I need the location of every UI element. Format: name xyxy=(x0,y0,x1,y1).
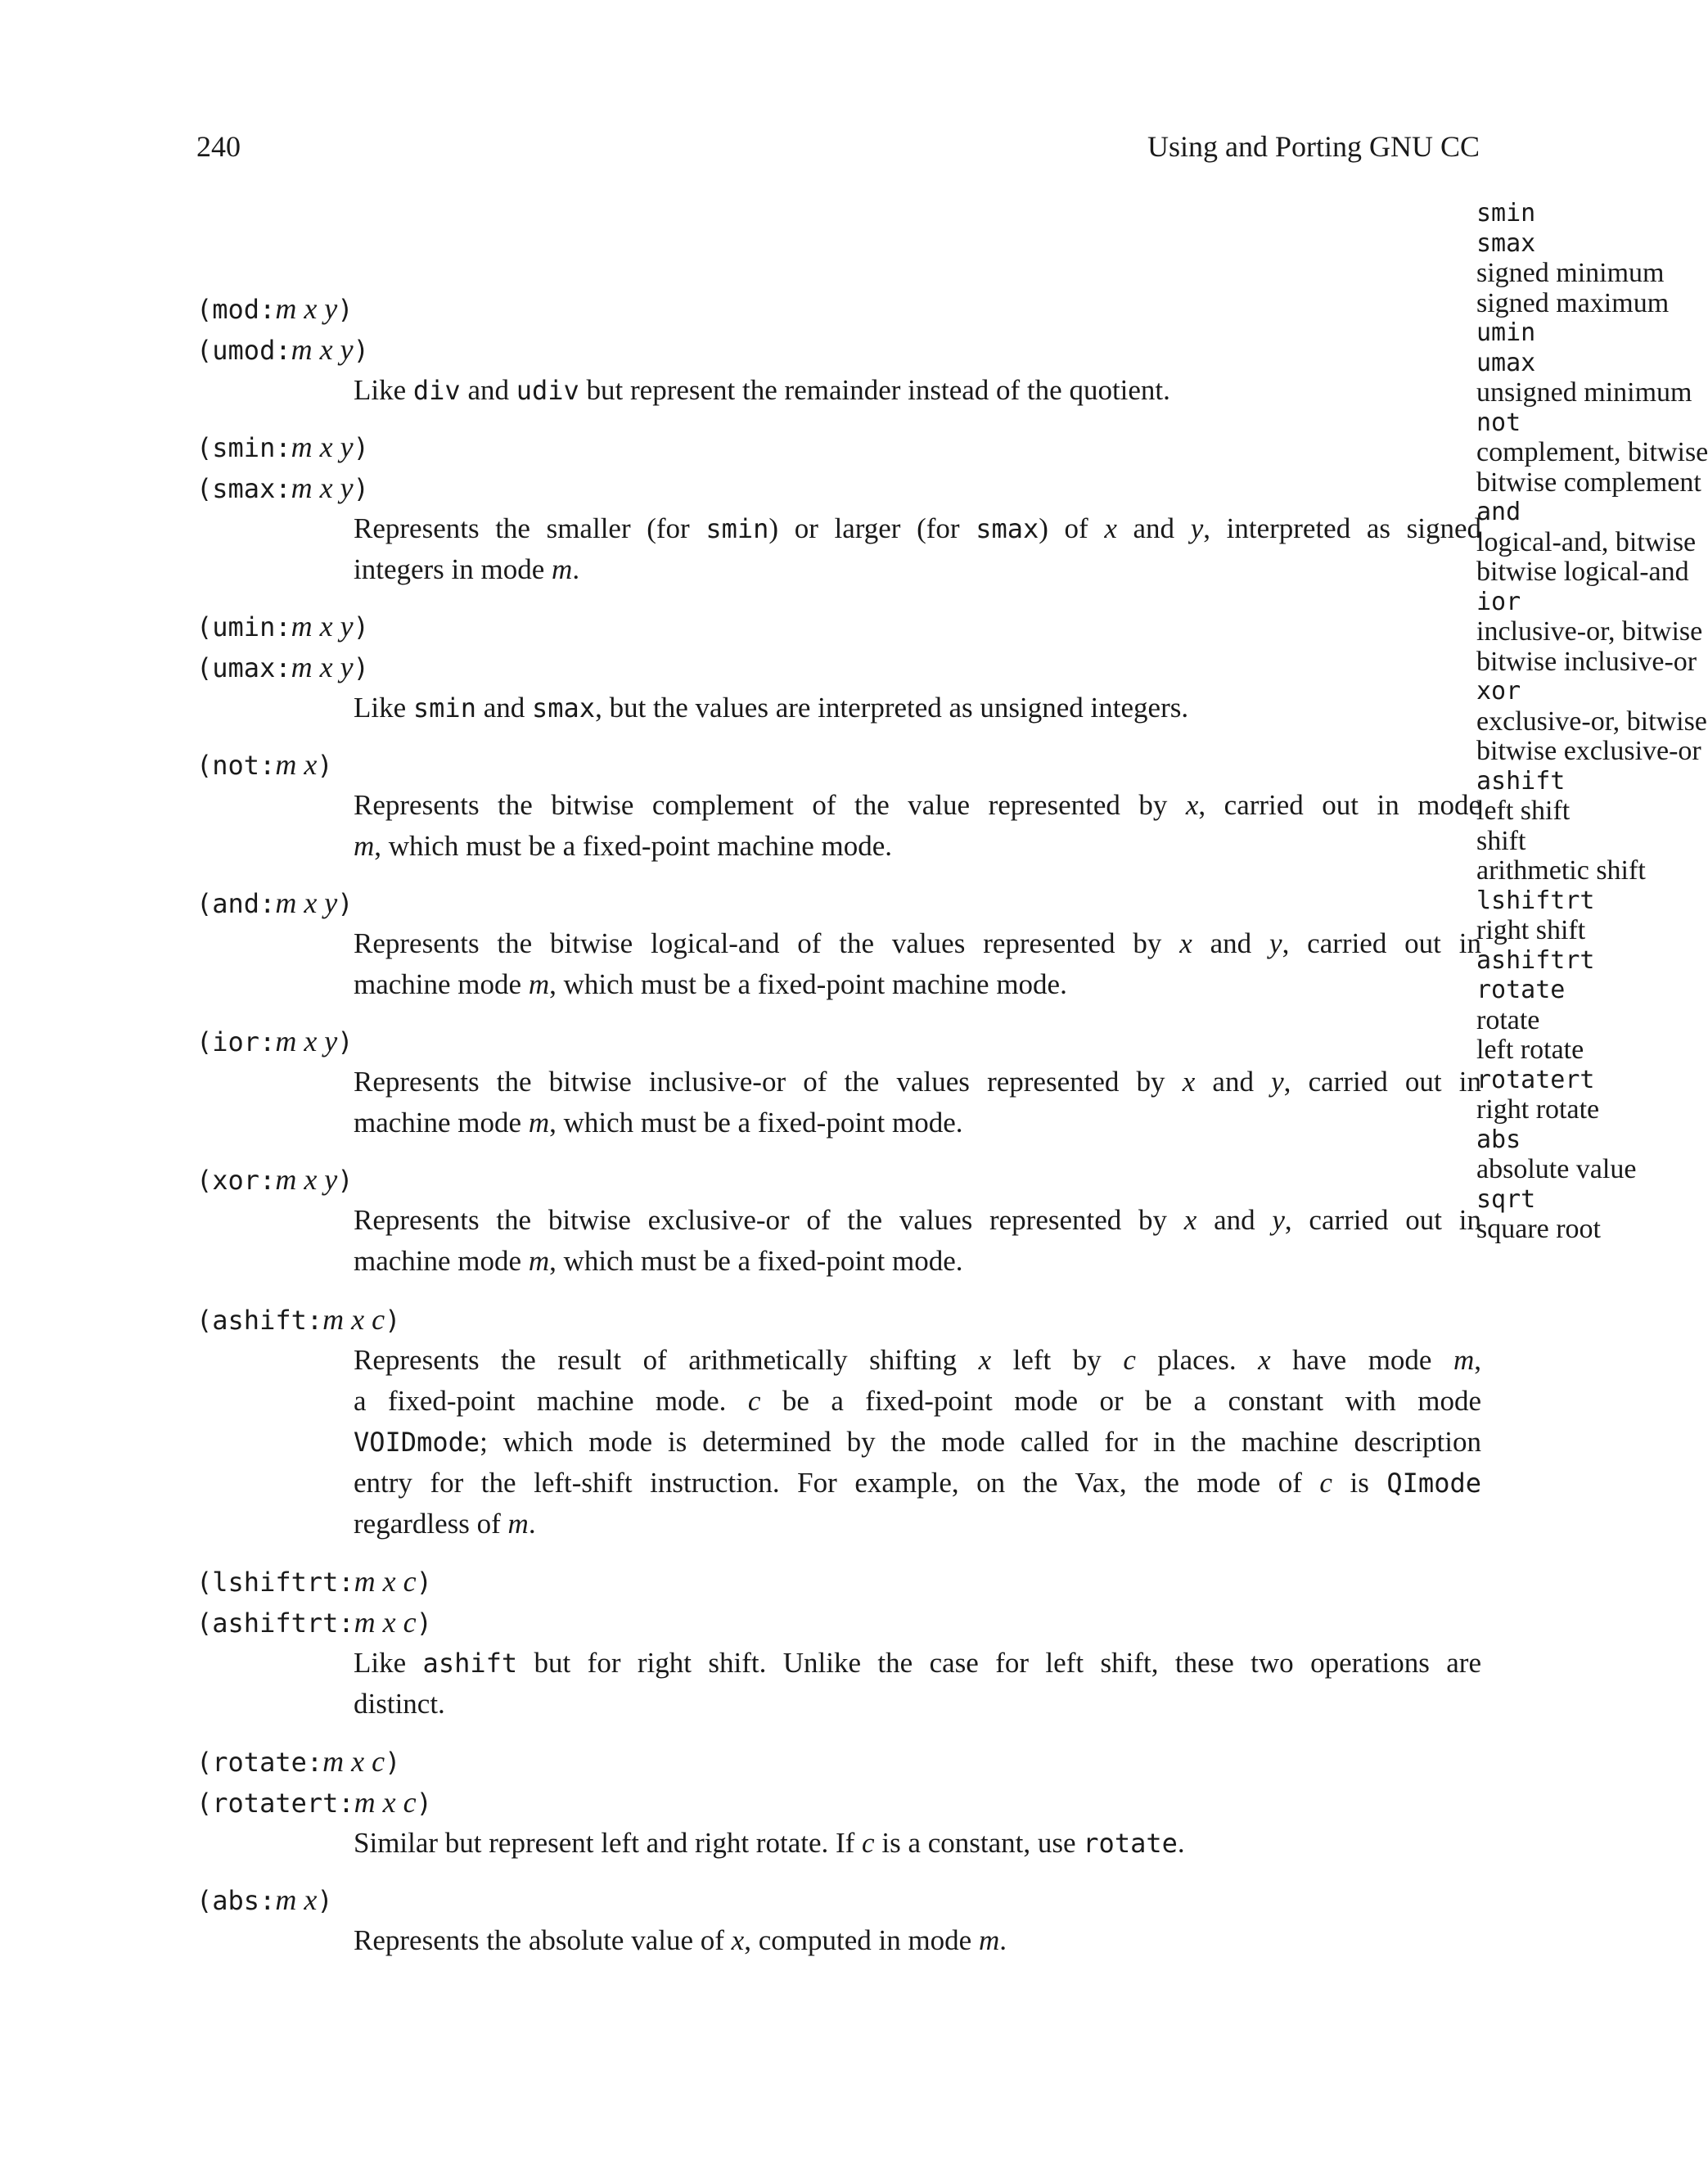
description: Represents the absolute value of x, computed in mode m. xyxy=(354,1924,1007,1956)
term-ior: (ior:m x y) xyxy=(196,1025,354,1057)
description: Represents the bitwise logical-and of the values represented by x and y, carried out in machine mode m, which must be a fixed-point machine mode. xyxy=(354,927,1481,1000)
rtl-entry-rotate xyxy=(196,1741,1481,1864)
index-entry: arithmetic shift xyxy=(1476,855,1646,886)
index-entry: xor xyxy=(1476,677,1521,706)
rtl-entry-ior xyxy=(196,1021,1481,1143)
rtl-entry-smin xyxy=(196,426,1481,590)
index-entry: and xyxy=(1476,498,1521,526)
index-entry: not xyxy=(1476,408,1521,437)
index-entry: shift xyxy=(1476,825,1526,856)
rtl-entry-ashift xyxy=(196,1299,1481,1544)
rtl-entry-lshiftrt xyxy=(196,1561,1481,1725)
index-entry: right shift xyxy=(1476,915,1586,945)
index-entry: ashiftrt xyxy=(1476,945,1595,975)
term-xor: (xor:m x y) xyxy=(196,1163,354,1196)
index-entry: sqrt xyxy=(1476,1184,1536,1214)
term-umax: (umax:m x y) xyxy=(196,651,369,683)
index-entry: unsigned minimum xyxy=(1476,377,1692,408)
description: Represents the bitwise complement of the value represented by x, carried out in mode m, which must be a fixed-point machine mode. xyxy=(354,789,1481,862)
description: Represents the smaller (for smin) or larger (for smax) of x and y, interpreted as signed integers in mode m. xyxy=(354,512,1482,585)
term-ashift: (ashift:m x c) xyxy=(196,1303,401,1336)
rtl-entry-not xyxy=(196,744,1481,867)
index-entry: rotate xyxy=(1476,1004,1540,1035)
rtl-entry-abs xyxy=(196,1879,1481,1961)
index-entry: smin xyxy=(1476,199,1536,228)
term-smin: (smin:m x y) xyxy=(196,431,369,463)
index-entry: bitwise inclusive-or xyxy=(1476,646,1697,677)
index-entry: lshiftrt xyxy=(1476,886,1595,915)
term-and: (and:m x y) xyxy=(196,886,354,919)
index-entry: bitwise logical-and xyxy=(1476,557,1689,587)
index-entry: ior xyxy=(1476,587,1521,616)
index-entry: exclusive-or, bitwise xyxy=(1476,706,1707,737)
rtl-entry-umin xyxy=(196,606,1481,728)
term-rotate: (rotate:m x c) xyxy=(196,1745,401,1778)
index-entry: logical-and, bitwise xyxy=(1476,526,1697,557)
description: Like ashift but for right shift. Unlike the case for left shift, these two operations are distinct. xyxy=(354,1647,1481,1720)
index-entry: smax xyxy=(1476,228,1536,258)
rtl-entry-and xyxy=(196,882,1481,1005)
description: Like div and udiv but represent the remainder instead of the quotient. xyxy=(354,374,1170,406)
term-ashiftrt: (ashiftrt:m x c) xyxy=(196,1606,432,1639)
index-entries-overflow xyxy=(1476,199,1708,1245)
rtl-entry-mod xyxy=(196,288,1481,411)
description: Like smin and smax, but the values are interpreted as unsigned integers. xyxy=(354,692,1189,724)
description: Represents the bitwise exclusive-or of the values represented by x and y, carried out in machine mode m, which must be a fixed-point mode. xyxy=(354,1204,1481,1277)
index-entry: left shift xyxy=(1476,796,1571,826)
term-umin: (umin:m x y) xyxy=(196,610,369,643)
index-entry: rotate xyxy=(1476,976,1566,1004)
index-entry: bitwise complement xyxy=(1476,467,1701,498)
index-entry: absolute value xyxy=(1476,1154,1637,1184)
term-umod: (umod:m x y) xyxy=(196,333,369,366)
index-entry: abs xyxy=(1476,1125,1521,1154)
description: Represents the bitwise inclusive-or of the values represented by x and y, carried out in machine mode m, which must be a fixed-point mode. xyxy=(354,1066,1481,1139)
term-rotatert: (rotatert:m x c) xyxy=(196,1786,432,1819)
description: Similar but represent left and right rotate. If c is a constant, use rotate. xyxy=(354,1827,1185,1859)
index-entry: inclusive-or, bitwise xyxy=(1476,616,1703,647)
index-entry: bitwise exclusive-or xyxy=(1476,736,1701,766)
index-entry: umax xyxy=(1476,348,1536,377)
term-not: (not:m x) xyxy=(196,748,333,781)
index-entry: rotatert xyxy=(1476,1065,1595,1094)
index-entry: signed minimum xyxy=(1476,258,1665,288)
index-entry: left rotate xyxy=(1476,1035,1584,1065)
rtl-entry-xor xyxy=(196,1159,1481,1282)
index-entry: ashift xyxy=(1476,766,1566,796)
term-smax: (smax:m x y) xyxy=(196,471,369,504)
index-entry: complement, bitwise xyxy=(1476,437,1708,467)
page-number: 240 xyxy=(196,130,241,163)
description: Represents the result of arithmetically shifting x left by c places. x have mode m, a fixed-point machine mode. c be a fixed-point mode or be a constant with mode VOIDmode; which mode is determined by the mode called for in the machine description entry for the left-shift instruction. For example, on the Vax, the mode of c is QImode regardless of m. xyxy=(354,1344,1482,1540)
index-entry: umin xyxy=(1476,318,1536,347)
index-entry: right rotate xyxy=(1476,1094,1600,1125)
term-abs: (abs:m x) xyxy=(196,1883,333,1916)
term-lshiftrt: (lshiftrt:m x c) xyxy=(196,1565,432,1598)
index-entry: square root xyxy=(1476,1214,1602,1244)
term-mod: (mod:m x y) xyxy=(196,292,354,325)
index-entry: signed maximum xyxy=(1476,287,1670,318)
running-head: Using and Porting GNU CC xyxy=(1147,130,1480,163)
